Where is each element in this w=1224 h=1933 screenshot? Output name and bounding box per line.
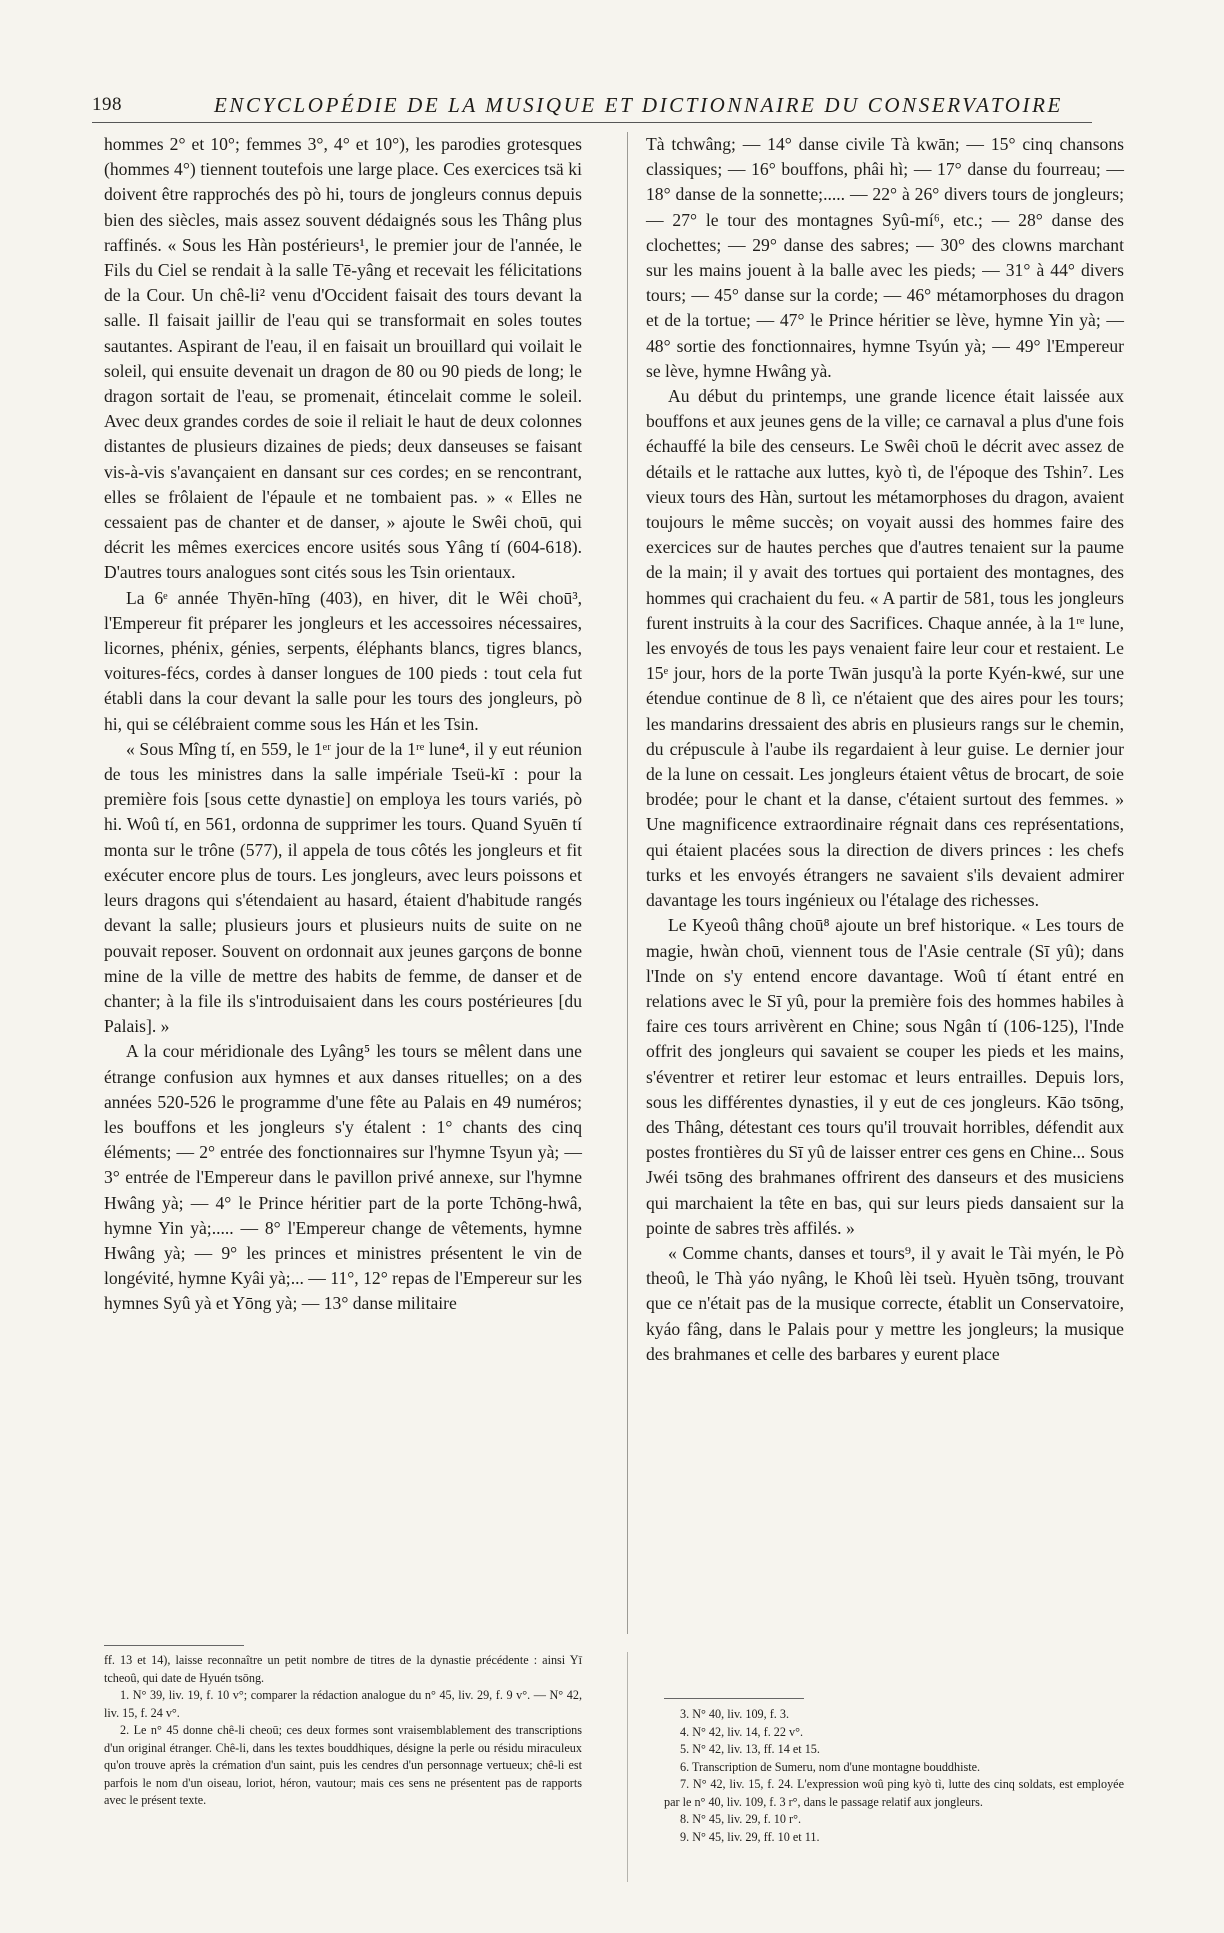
column-divider	[627, 132, 628, 1634]
page-number: 198	[92, 94, 122, 115]
footnote: 3. N° 40, liv. 109, f. 3.	[680, 1707, 790, 1721]
paragraph: La 6ᵉ année Thyēn-hīng (403), en hiver, dit le Wêi choū³, l'Empereur fit préparer les jongleurs et les accessoires nécessaires, licornes, phénix, génies, serpents, éléphants blancs, tigres blancs, voitures-fécs, cordes à danser longues de 100 pieds : tout cela fut établi dans la cour devant la salle pour les tours des jongleurs, pò hi, qui se célébraient comme sous les Hán et les Tsin.	[104, 587, 582, 734]
page-header	[92, 92, 1092, 122]
footnote: 7. N° 42, liv. 15, f. 24. L'expression woû ping kyò tì, lutte des cinq soldats, est employée par le n° 40, liv. 109, f. 3 r°, dans le passage relatif aux jongleurs.	[664, 1777, 1124, 1809]
left-column	[104, 132, 582, 1317]
footnote: 9. N° 45, liv. 29, ff. 10 et 11.	[680, 1829, 820, 1844]
running-title: ENCYCLOPÉDIE DE LA MUSIQUE ET DICTIONNAIRE DU CONSERVATOIRE	[214, 93, 1063, 117]
footnote: 6. Transcription de Sumeru, nom d'une montagne bouddhiste.	[680, 1759, 981, 1774]
footnote: 1. N° 39, liv. 19, f. 10 v°; comparer la rédaction analogue du n° 45, liv. 29, f. 9 v°. — N° 42, liv. 15, f. 24 v°.	[104, 1688, 582, 1720]
paragraph: hommes 2° et 10°; femmes 3°, 4° et 10°), les parodies grotesques (hommes 4°) tiennent toutefois une large place. Ces exercices tsä ki doivent être rapprochés des pò hi, tours de jongleurs connus depuis bien des siècles, mais assez souvent dédaignés sous les Thâng plus raffinés. « Sous les Hàn postérieurs¹, le premier jour de l'année, le Fils du Ciel se rendait à la salle Tē-yâng et recevait les félicitations de la Cour. Un chê-li² venu d'Occident faisait des tours devant la salle. Il faisait jaillir de l'eau qui se transformait en soles toutes sautantes. Aspirant de l'eau, il en faisait un brouillard qui voilait le soleil, qui ensuite devenait un dragon de 80 ou 90 pieds de long; le dragon sortait de l'eau, se promenait, étincelait comme le soleil. Avec deux grandes cordes de soie il reliait le haut de deux colonnes distantes de plusieurs dizaines de pieds; deux danseuses se faisant vis-à-vis s'avançaient en dansant sur ces cordes; en se rencontrant, elles se frôlaient de l'épaule et ne tombaient pas. » « Elles ne cessaient pas de chanter et de danser, » ajoute le Swêi choū, qui décrit les mêmes exercices encore usités sous Yâng tí (604-618). D'autres tours analogues sont cités sous les Tsin orientaux.	[104, 134, 582, 583]
footnote: 5. N° 42, liv. 13, ff. 14 et 15.	[680, 1742, 820, 1756]
footnote-divider	[627, 1652, 628, 1882]
paragraph: Tà tchwâng; — 14° danse civile Tà kwān; — 15° cinq chansons classiques; — 16° bouffons, phâi hì; — 17° danse du fourreau; — 18° danse de la sonnette;..... — 22° à 26° divers tours de jongleurs; — 27° le tour des montagnes Syû-mí⁶, etc.; — 28° danse des clochettes; — 29° danse des sabres; — 30° des clowns marchant sur les mains jouent à la balle avec les pieds; — 31° à 44° divers tours; — 45° danse sur la corde; — 46° métamorphoses du dragon et de la tortue; — 47° le Prince héritier se lève, hymne Yin yà; — 48° sortie des fonctionnaires, hymne Tsyún yà; — 49° l'Empereur se lève, hymne Hwâng yà.	[646, 134, 1124, 381]
footnote-rule	[664, 1698, 804, 1699]
paragraph: A la cour méridionale des Lyâng⁵ les tours se mêlent dans une étrange confusion aux hymnes et aux danses rituelles; on a des années 520-526 le programme d'une fête au Palais en 49 numéros; les bouffons et les jongleurs s'y étalent : 1° chants des cinq éléments; — 2° entrée des fonctionnaires sur l'hymne Tsyun yà; — 3° entrée de l'Empereur dans le pavillon privé annexe, sur l'hymne Hwâng yà; — 4° le Prince héritier part de la porte Tchōng-hwâ, hymne Yin yà;..... — 8° l'Empereur change de vêtements, hymne Hwâng yà; — 9° les princes et ministres présentent le vin de longévité, hymne Kyâi yà;... — 11°, 12° repas de l'Empereur sur les hymnes Syû yà et Yōng yà; — 13° danse militaire	[104, 1041, 582, 1314]
footnote: 8. N° 45, liv. 29, f. 10 r°.	[680, 1812, 802, 1826]
header-rule	[92, 122, 1092, 123]
footnotes-left	[104, 1652, 582, 1810]
right-column	[646, 132, 1124, 1367]
paragraph: « Comme chants, danses et tours⁹, il y avait le Tài myén, le Pò theoû, le Thà yáo nyâng, le Khoû lèi tseù. Hyuèn tsōng, trouvant que ce n'était pas de la musique correcte, établit un Conservatoire, kyáo fâng, dans le Palais pour y mettre les jongleurs; la musique des brahmanes et celle des barbares y eurent place	[646, 1242, 1124, 1364]
footnote: ff. 13 et 14), laisse reconnaître un petit nombre de titres de la dynastie précédente : ainsi Yī tcheoû, qui date de Hyuén tsōng.	[104, 1653, 582, 1685]
footnote: 4. N° 42, liv. 14, f. 22 v°.	[680, 1724, 804, 1739]
footnotes-right	[664, 1706, 1124, 1846]
footnote-rule	[104, 1645, 244, 1646]
paragraph: « Sous Mîng tí, en 559, le 1ᵉʳ jour de la 1ʳᵉ lune⁴, il y eut réunion de tous les ministres dans la salle impériale Tseü-kī : pour la première fois [sous cette dynastie] on employa les tours variés, pò hi. Woû tí, en 561, ordonna de supprimer les tours. Quand Syuēn tí monta sur le trône (577), il appela de tous côtés les jongleurs et fit exécuter encore plus de tours. Les jongleurs, avec leurs poissons et leurs dragons qui s'étendaient au hasard, étaient d'habitude rangés devant la salle; plusieurs jours et plusieurs nuits de suite on ne pouvait reposer. Souvent on ordonnait aux jeunes garçons de bonne mine de la ville de mettre des habits de femme, de danser et de chanter; à la file ils s'introduisaient dans les cours postérieures [du Palais]. »	[104, 738, 582, 1037]
paragraph: Le Kyeoû thâng choū⁸ ajoute un bref historique. « Les tours de magie, hwàn choū, viennent tous de l'Asie centrale (Sī yû); dans l'Inde on s'y entend encore davantage. Woû tí étant entré en relations avec le Sī yû, pour la première fois des hommes habiles à faire ces tours arrivèrent en Chine; sous Ngân tí (106-125), l'Inde offrit des jongleurs qui savaient se couper les pieds et les mains, s'éventrer et retirer leur estomac et leurs entrailles. Depuis lors, sous les différentes dynasties, il y eut de ces jongleurs. Kāo tsōng, des Thâng, détestant ces tours qu'il trouvait horribles, défendit aux postes frontières du Sī yû de laisser entrer ces gens en Chine... Sous Jwéi tsōng des brahmanes offrirent des danseurs et des musiciens qui marchaient la tête en bas, qui sur leurs pieds dansaient sur la pointe de sabres très affilés. »	[646, 915, 1124, 1238]
footnote: 2. Le n° 45 donne chê-li cheoū; ces deux formes sont vraisemblablement des transcriptions d'un original étranger. Chê-li, dans les textes bouddhiques, désigne la perle ou résidu miraculeux qu'on trouve après la crémation d'un saint, puis les cendres d'un personnage vertueux; chê-li est parfois le nom d'un oiseau, loriot, héron, vautour; mais ces sens ne présentent pas de rapports avec le présent texte.	[104, 1723, 582, 1807]
paragraph: Au début du printemps, une grande licence était laissée aux bouffons et aux jeunes gens de la ville; ce carnaval a plus d'une fois échauffé la bile des censeurs. Le Swêi choū le décrit avec assez de détails et le rattache aux luttes, kyò tì, de l'époque des Tshin⁷. Les vieux tours des Hàn, surtout les métamorphoses du dragon, avaient toujours le même succès; on voyait aussi des hommes faire des exercices sur de hautes perches que d'autres tenaient sur la paume de la main; il y avait des tortues qui portaient des montagnes, des hommes qui crachaient du feu. « A partir de 581, tous les jongleurs furent instruits à la cour des Sacrifices. Chaque année, à la 1ʳᵉ lune, les envoyés de tous les pays venaient faire leur cour et restaient. Le 15ᵉ jour, hors de la porte Twān jusqu'à la porte Kyén-kwé, sur une étendue continue de 8 lì, ce n'étaient que des aires pour les tours; les mandarins dressaient des abris en plusieurs rangs sur le chemin, du crépuscule à l'aube ils regardaient à leur guise. Le dernier jour de la lune on cessait. Les jongleurs étaient vêtus de brocart, de soie brodée; pour le chant et la danse, c'étaient surtout des femmes. » Une magnificence extraordinaire régnait dans ces représentations, qui étaient placées sous la direction de divers princes : les chefs turks et les envoyés étrangers ne savaient s'ils devaient admirer davantage les tours ingénieux ou l'étalage des richesses.	[646, 386, 1124, 911]
